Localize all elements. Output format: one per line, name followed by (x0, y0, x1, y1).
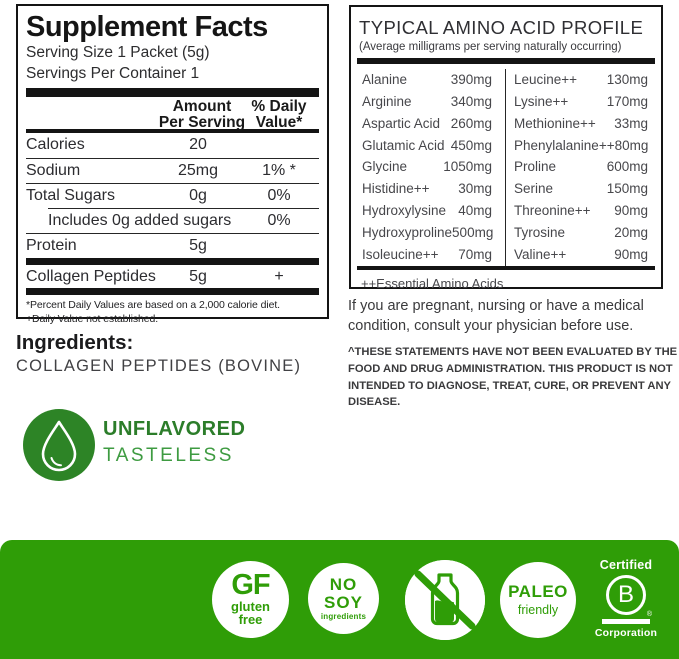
amino-name: Glutamic Acid (362, 137, 445, 153)
amino-row (362, 156, 492, 178)
amino-name: Hydroxyproline (362, 224, 453, 240)
amino-row (514, 156, 648, 178)
divider-thick (26, 88, 319, 97)
nutrient-dv: 1% * (262, 161, 296, 179)
amino-value: 340mg (450, 93, 492, 109)
nutrient-dv: 0% (267, 187, 291, 205)
amino-name: Isoleucine++ (362, 246, 439, 262)
amino-row (362, 135, 492, 157)
amino-value: 130mg (606, 72, 648, 87)
amino-value: 450mg (450, 137, 492, 153)
nutrient-name: Sodium (26, 161, 81, 179)
supplement-facts-title: Supplement Facts (26, 11, 268, 43)
amino-value: 33mg (614, 115, 648, 131)
nutrient-amount: 25mg (177, 161, 219, 179)
amino-name: Serine (514, 181, 554, 197)
amino-row (362, 222, 492, 244)
registered-mark: ® (646, 611, 652, 618)
footnote-daily-values: *Percent Daily Values are based on a 2,000 calorie diet. (26, 299, 280, 312)
supplement-facts-panel (16, 4, 329, 326)
amino-column-left (357, 69, 506, 266)
nutrition-row-collagen-peptides (26, 265, 319, 290)
flavor-line2: TASTELESS (103, 445, 234, 466)
amino-name: Alanine (362, 72, 408, 87)
dv-header-line2: Value* (255, 113, 303, 131)
gf-abbr: GF (231, 569, 270, 602)
amino-value: 500mg (452, 224, 494, 240)
nutrition-row-protein (26, 234, 319, 259)
nutrient-dv: 0% (267, 211, 291, 229)
amino-row (362, 200, 492, 222)
bcorp-bar (602, 619, 650, 624)
amino-value: 170mg (606, 93, 648, 109)
essential-amino-footnote: ++Essential Amino Acids (361, 276, 504, 291)
amino-row (514, 135, 648, 157)
paleo-line1: PALEO (508, 582, 568, 602)
amino-value: 20mg (614, 224, 648, 240)
amino-name: Arginine (362, 93, 412, 109)
nutrient-name: Protein (26, 237, 77, 255)
divider-thick (357, 58, 655, 64)
amino-column-right (506, 69, 655, 266)
supplement-footnotes (26, 299, 319, 327)
nutrient-name: Total Sugars (26, 187, 115, 205)
amino-value: 80mg (614, 137, 649, 153)
amino-name: Lysine++ (514, 93, 569, 109)
amino-profile-title: TYPICAL AMINO ACID PROFILE (359, 17, 644, 38)
amino-value: 260mg (450, 115, 492, 131)
amino-name: Phenylalanine++ (514, 137, 615, 153)
amino-value: 390mg (450, 72, 492, 87)
amino-row (514, 69, 648, 91)
soy-line1: NO (329, 574, 358, 594)
ingredients-value: COLLAGEN PEPTIDES (BOVINE) (16, 357, 302, 375)
nutrient-name: Calories (26, 136, 85, 154)
b-circle-icon (606, 575, 646, 615)
ingredients-heading: Ingredients: (16, 331, 134, 354)
amino-value: 150mg (606, 181, 648, 197)
nutrient-dv: + (274, 267, 284, 285)
amino-value: 90mg (614, 203, 648, 219)
amino-value: 1050mg (443, 159, 492, 175)
amino-name: Tyrosine (514, 224, 566, 240)
amino-row (362, 91, 492, 113)
amino-name: Methionine++ (514, 115, 596, 131)
amino-name: Aspartic Acid (362, 115, 441, 131)
paleo-friendly-badge (500, 562, 576, 638)
amino-row (514, 222, 648, 244)
servings-per-container: Servings Per Container 1 (26, 64, 200, 82)
daily-value-column-header (232, 99, 326, 130)
nutrient-name: Collagen Peptides (26, 267, 156, 285)
amino-row (514, 244, 648, 266)
amino-name: Glycine (362, 159, 408, 175)
pregnancy-notice: If you are pregnant, nursing or have a medical condition, consult your physician before use. (348, 298, 644, 335)
amino-value: 600mg (606, 159, 648, 175)
bcorp-corporation-label: Corporation (594, 627, 658, 639)
amino-row (362, 113, 492, 135)
fda-disclaimer: ^THESE STATEMENTS HAVE NOT BEEN EVALUATED BY THE FOOD AND DRUG ADMINISTRATION. THIS PRODUCT IS NOT INTENDED TO DIAGNOSE, TREAT, CURE, OR PREVENT ANY DISEASE. (348, 346, 678, 409)
bcorp-letter: B (617, 581, 634, 608)
amino-row (514, 91, 648, 113)
b-corp-logo (594, 558, 658, 639)
amino-value: 90mg (614, 246, 648, 262)
footnote-dv-not-established: +Daily Value not established. (26, 313, 159, 326)
gf-sub2: free (238, 612, 263, 628)
amino-name: Proline (514, 159, 557, 175)
bcorp-underline (602, 611, 652, 624)
amino-row (514, 113, 648, 135)
amino-value: 70mg (458, 246, 492, 262)
nutrition-row-added-sugars (26, 209, 319, 235)
nutrition-row-sodium (26, 159, 319, 185)
amino-row (362, 178, 492, 200)
gf-sub1: gluten (231, 598, 270, 614)
divider-thick (26, 288, 319, 295)
paleo-line2: friendly (517, 602, 559, 617)
divider-thick (26, 258, 319, 265)
amino-name: Threonine++ (514, 203, 591, 219)
soy-line2: SOY (324, 592, 363, 612)
droplet-icon (23, 409, 95, 481)
no-soy-badge (308, 563, 379, 634)
amino-row (362, 244, 492, 266)
amino-row (514, 178, 648, 200)
amino-profile-subtitle: (Average milligrams per serving naturally occurring) (359, 41, 622, 53)
soy-sub: ingredients (320, 612, 367, 622)
nutrition-row-calories (26, 133, 319, 159)
amino-columns (357, 69, 655, 266)
amount-header-line1: Amount (172, 98, 232, 116)
nutrition-row-total-sugars (26, 184, 319, 209)
amount-header-line2: Per Serving (158, 113, 246, 131)
serving-size: Serving Size 1 Packet (5g) (26, 44, 210, 62)
amino-value: 40mg (458, 203, 492, 219)
amino-name: Histidine++ (362, 181, 430, 197)
amino-name: Hydroxylysine (362, 203, 447, 219)
dv-header-line1: % Daily (251, 98, 307, 116)
bcorp-certified-label: Certified (599, 558, 653, 572)
amino-name: Valine++ (514, 246, 567, 262)
flavor-badge-text (103, 418, 245, 467)
nutrient-amount: 20 (189, 136, 207, 154)
amino-acid-panel (349, 5, 663, 289)
flavor-line1: UNFLAVORED (103, 418, 246, 440)
nutrient-name: Includes 0g added sugars (48, 211, 232, 229)
nutrient-amount: 5g (189, 237, 207, 255)
nutrient-amount: 0g (189, 187, 207, 205)
amino-row (514, 200, 648, 222)
amino-name: Leucine++ (514, 72, 578, 87)
nutrition-header-row (26, 98, 319, 129)
nutrient-amount: 5g (189, 267, 207, 285)
no-milk-icon (405, 560, 485, 640)
gluten-free-badge (212, 561, 289, 638)
amino-value: 30mg (458, 181, 492, 197)
amino-row (362, 69, 492, 91)
